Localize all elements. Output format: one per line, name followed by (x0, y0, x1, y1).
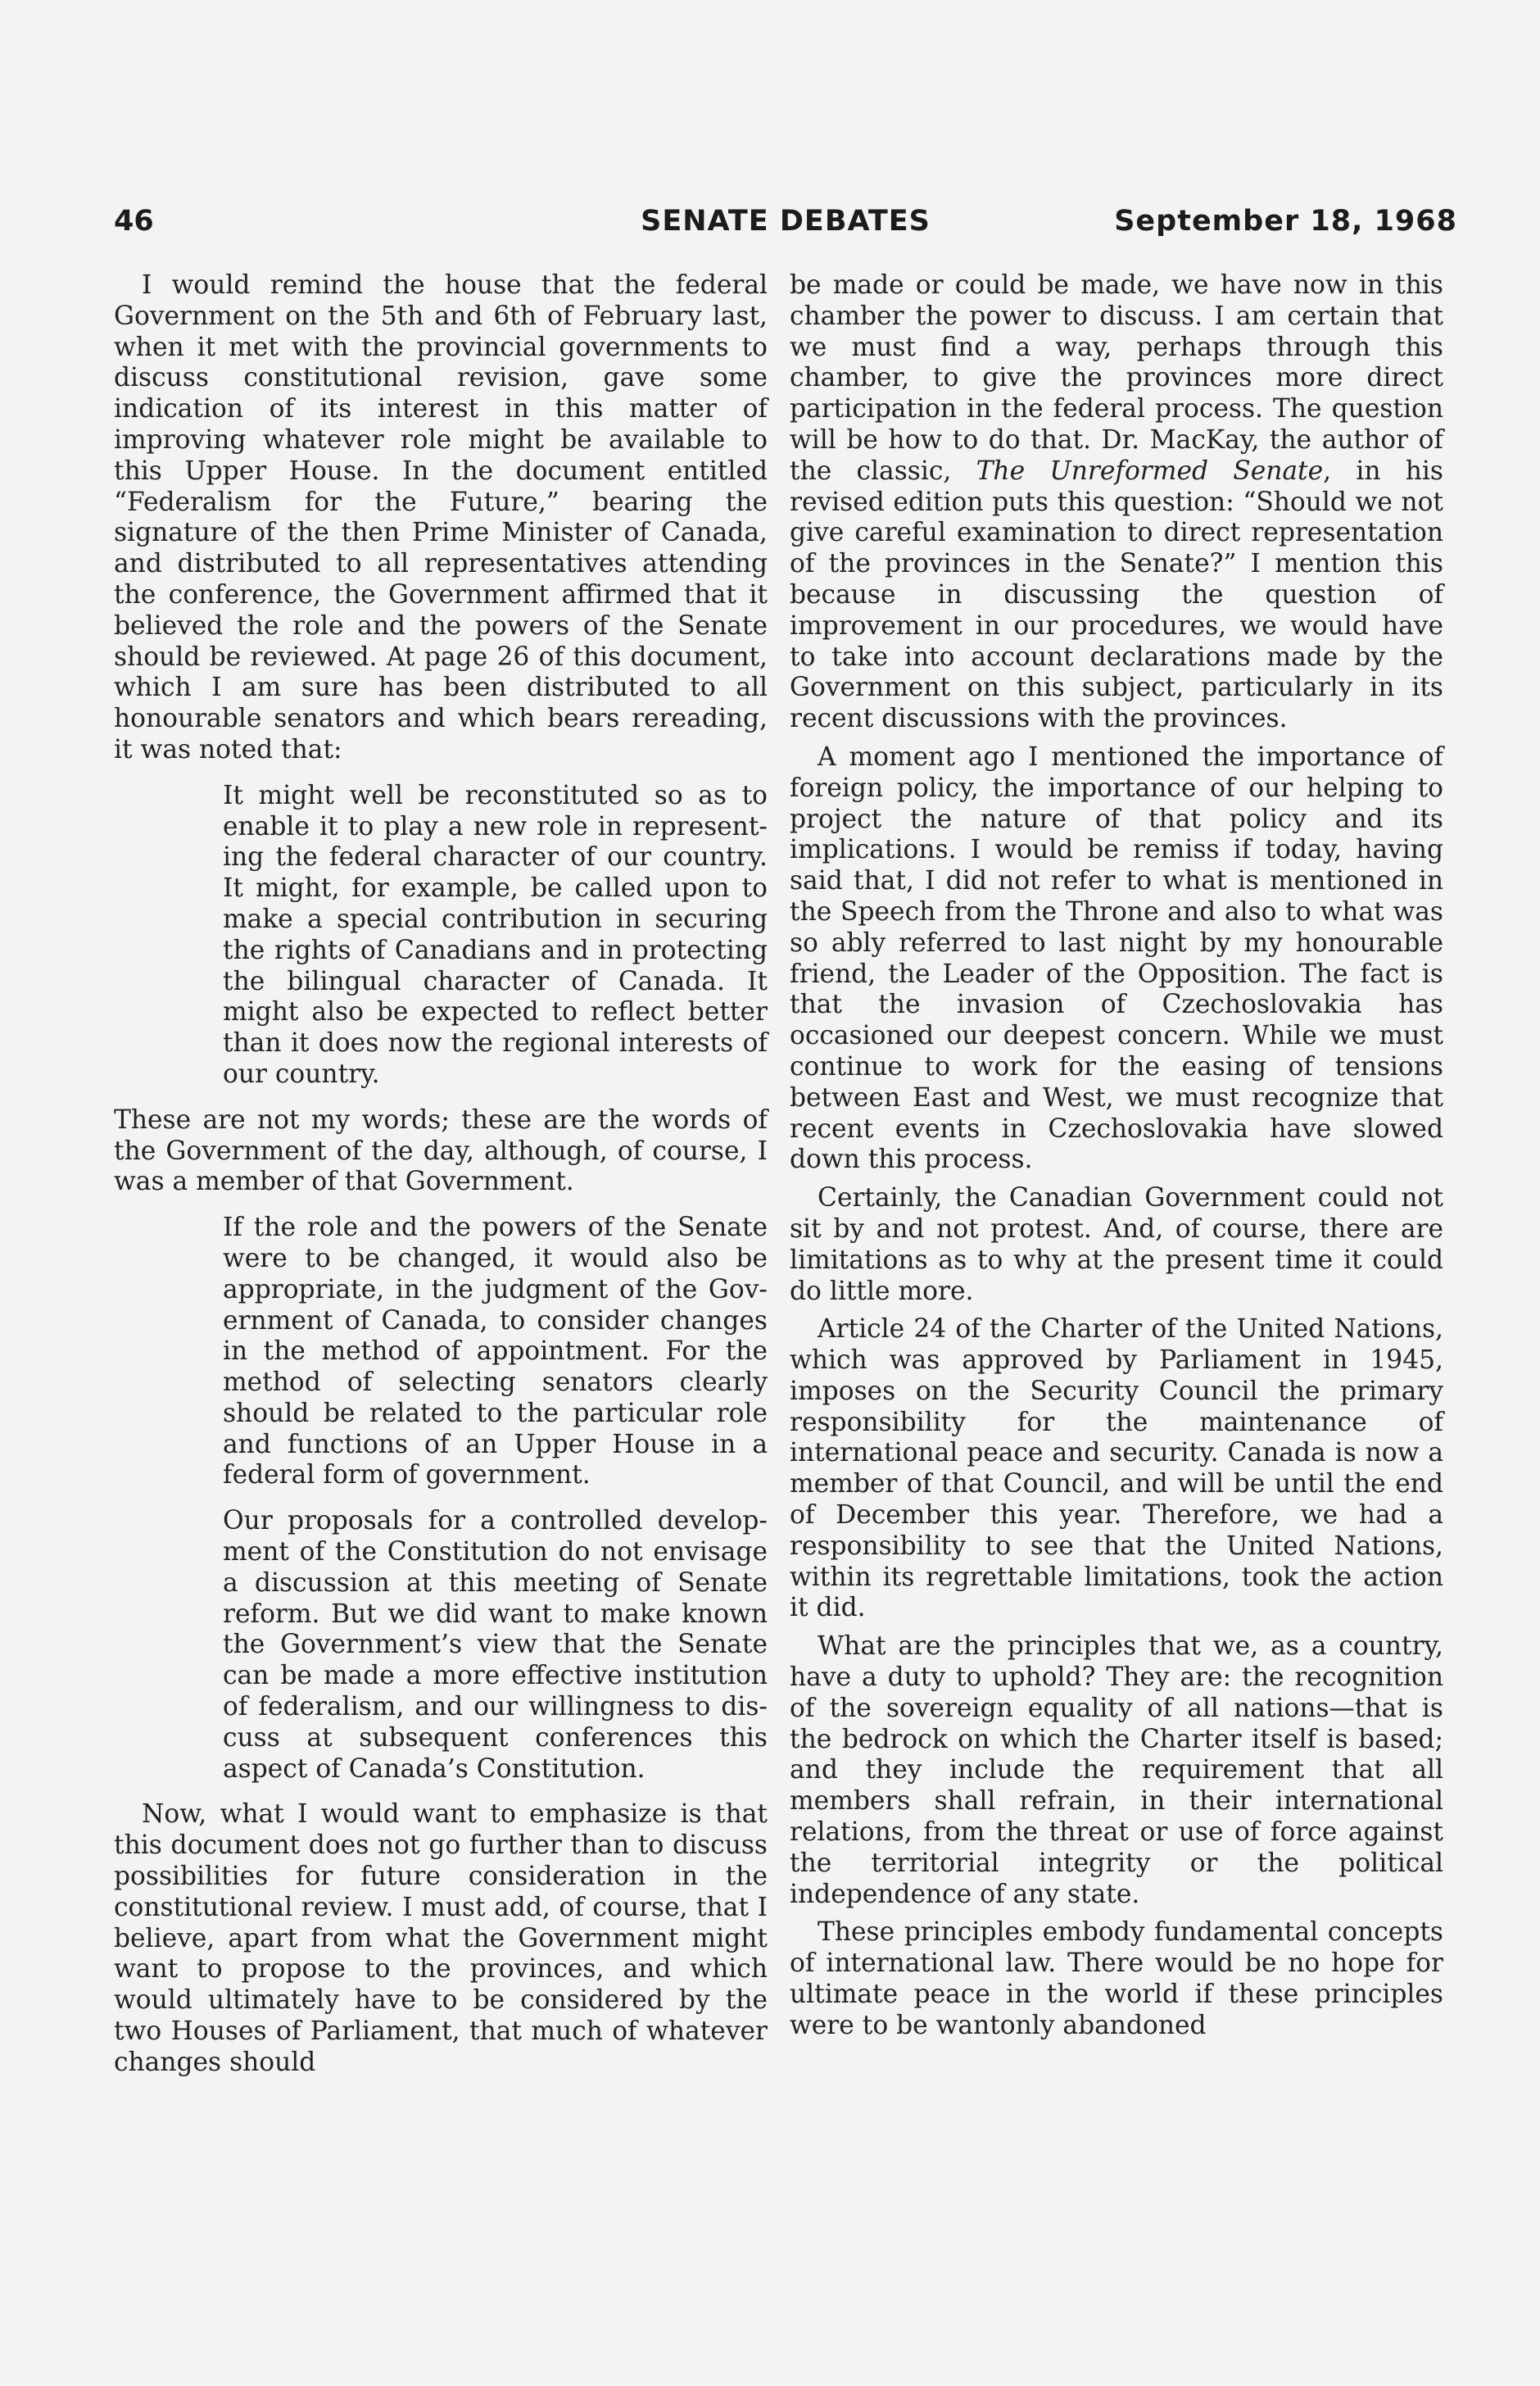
paragraph: These are not my words; these are the words of the Government of the day, although, of course, I was a member of that Government. (114, 1105, 768, 1197)
block-quote (114, 781, 768, 1091)
paragraph (790, 270, 1443, 735)
paragraph: Now, what I would want to emphasize is that this document does not go further than to discuss possibilities for future consideration in the constitutional review. I must add, of course, that I believe, apart from what the Government might want to propose to the provinces, and which would ultimately have to be considered by the two Houses of Parliament, that much of whatever changes should (114, 1799, 768, 2077)
paragraph-text: be made or could be made, we have now in this chamber the power to discuss. I am certain that we must find a way, perhaps through this chamber, to give the provinces more direct participation in the federal process. The question will be how to do that. Dr. MacKay, the author of the classic, (790, 270, 1443, 486)
paragraph: What are the principles that we, as a country, have a duty to uphold? They are: the recognition of the sovereign equality of all nations—that is the bedrock on which the Charter itself is based; and they include the requirement that all members shall refrain, in their international relations, from the threat or use of force against the territorial integrity or the political independence of any state. (790, 1631, 1443, 1909)
block-quote (114, 1506, 768, 1785)
publication-title: SENATE DEBATES (641, 205, 931, 238)
block-quote (114, 1213, 768, 1491)
paragraph: A moment ago I mentioned the importance of foreign policy, the importance of our helping to project the nature of that policy and its implications. I would be remiss if today, having said that, I did not refer to what is mentioned in the Speech from the Throne and also to what was so ably referred to last night by my honourable friend, the Leader of the Opposition. The fact is that the invasion of Czechoslovakia has occasioned our deepest concern. While we must continue to work for the easing of tensions between East and West, we must recognize that recent events in Czechoslovakia have slowed down this process. (790, 742, 1443, 1175)
paragraph: These principles embody fundamental concepts of international law. There would be no hope for ultimate peace in the world if these principles were to be wantonly abandoned (790, 1917, 1443, 2040)
page-header (114, 205, 1457, 246)
quote-paragraph: Our proposals for a controlled development of the Constitution do not envisage a discussion at this meeting of Senate reform. But we did want to make known the Government’s view that the Senate can be made a more effective institution of federalism, and our willingness to discuss at subsequent conferences this aspect of Canada’s Constitution. (223, 1506, 768, 1784)
paragraph: Article 24 of the Charter of the United Nations, which was approved by Parliament in 1945, imposes on the Security Council the primary responsibility for the maintenance of international peace and security. Canada is now a member of that Council, and will be until the end of December this year. Therefore, we had a responsibility to see that the United Nations, within its regrettable limitations, took the action it did. (790, 1314, 1443, 1623)
book-title: The Unreformed Senate (976, 456, 1324, 486)
right-column (790, 270, 1443, 2042)
paragraph-text: , in his revised edition puts this question: “Should we not give careful examination to direct representation of the provinces in the Senate?” I mention this because in discussing the question of improvement in our procedures, we would have to take into account declarations made by the Government on this subject, particularly in its recent discussions with the provinces. (790, 456, 1443, 734)
page-number: 46 (114, 205, 154, 238)
quote-paragraph: It might well be reconstituted so as to enable it to play a new role in representing the federal character of our country. It might, for example, be called upon to make a special contribution in securing the rights of Canadians and in protecting the bilingual character of Canada. It might also be expected to reflect better than it does now the regional interests of our country. (223, 780, 768, 1089)
quote-paragraph: If the role and the powers of the Senate were to be changed, it would also be appropriate, in the judgment of the Government of Canada, to consider changes in the method of appointment. For the method of selecting senators clearly should be related to the particular role and functions of an Upper House in a federal form of government. (223, 1213, 768, 1490)
left-column (114, 270, 768, 2079)
paragraph: Certainly, the Canadian Government could not sit by and not protest. And, of course, there are limitations as to why at the present time it could do little more. (790, 1183, 1443, 1306)
paragraph: I would remind the house that the federal Government on the 5th and 6th of February last, when it met with the provincial governments to discuss constitutional revision, gave some indication of its interest in this matter of improving whatever role might be available to this Upper House. In the document entitled “Federalism for the Future,” bearing the signature of the then Prime Minister of Canada, and distributed to all representatives attending the conference, the Government affirmed that it believed the role and the powers of the Senate should be reviewed. At page 26 of this document, which I am sure has been distributed to all honourable senators and which bears rereading, it was noted that: (114, 270, 768, 764)
issue-date: September 18, 1968 (1114, 205, 1457, 238)
